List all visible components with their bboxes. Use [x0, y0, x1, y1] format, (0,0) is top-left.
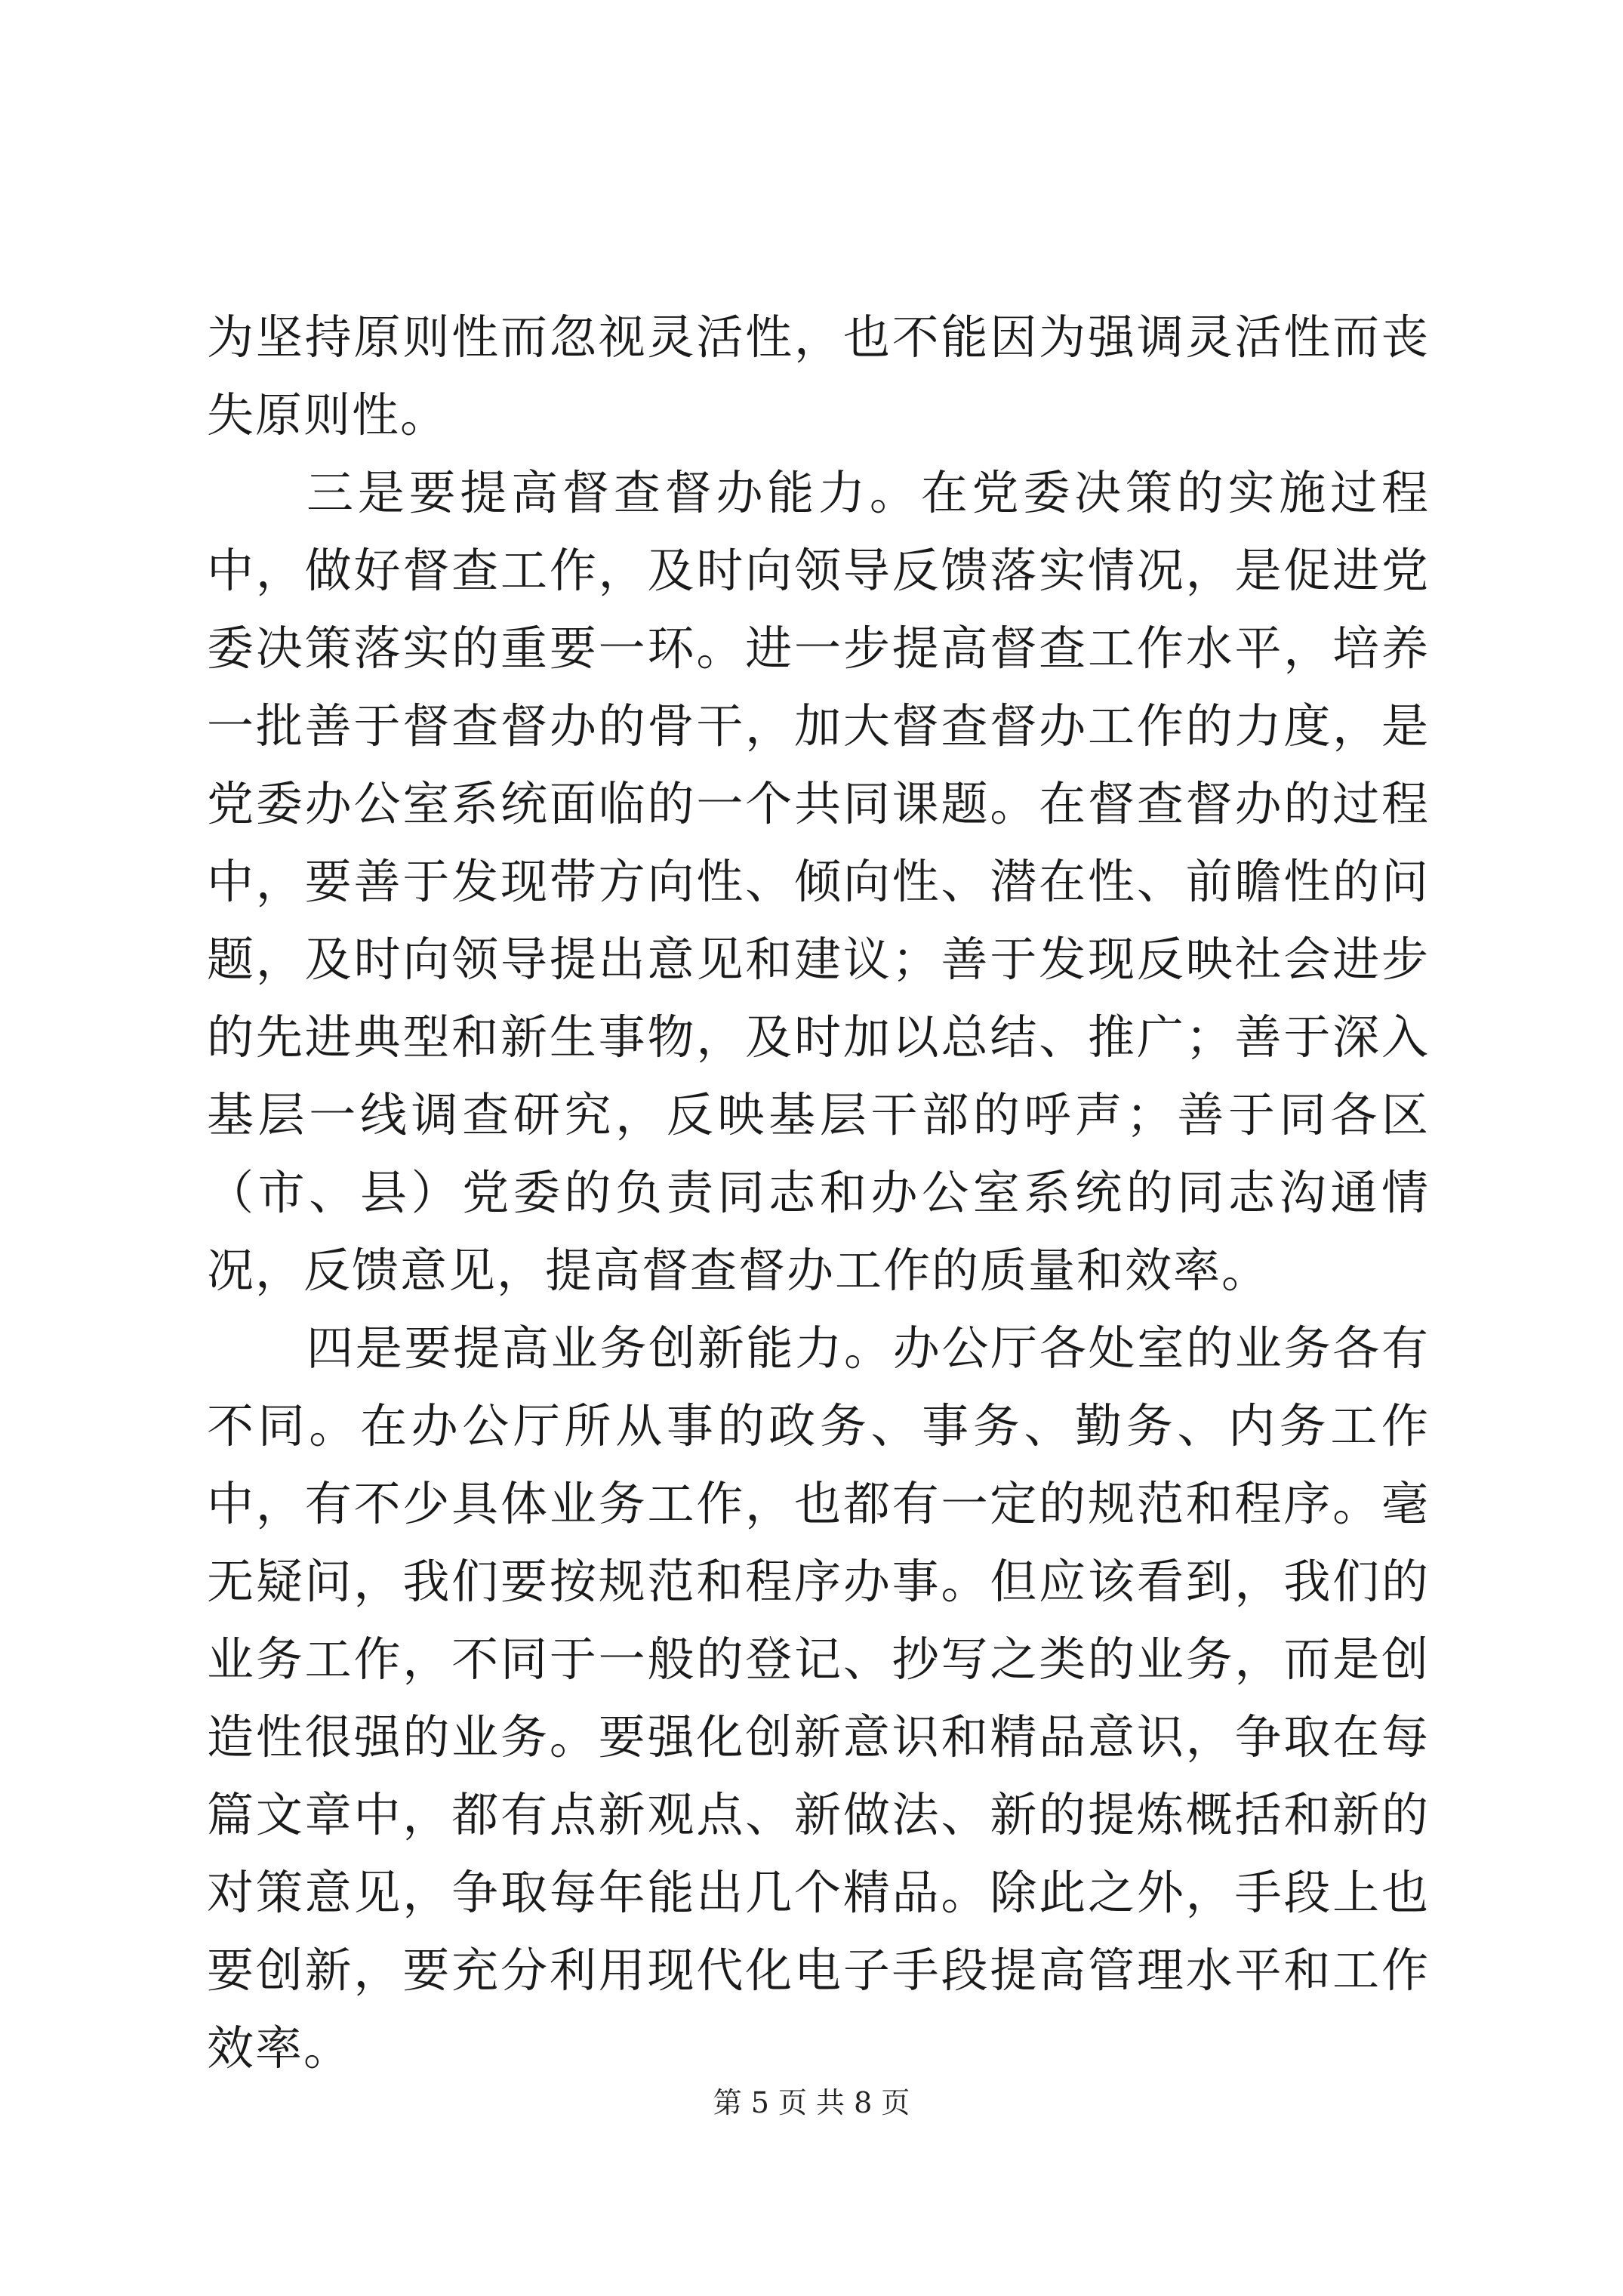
- paragraph-3: 四是要提高业务创新能力。办公厅各处室的业务各有不同。在办公厅所从事的政务、事务、勤务、内务工作中，有不少具体业务工作，也都有一定的规范和程序。毫无疑问，我们要按规范和程序办事。但应该看到，我们的业务工作，不同于一般的登记、抄写之类的业务，而是创造性很强的业务。要强化创新意识和精品意识，争取在每篇文章中，都有点新观点、新做法、新的提炼概括和新的对策意见，争取每年能出几个精品。除此之外，手段上也要创新，要充分利用现代化电子手段提高管理水平和工作效率。: [207, 1321, 1430, 2076]
- paragraph-2: 三是要提高督查督办能力。在党委决策的实施过程中，做好督查工作，及时向领导反馈落实情况，是促进党委决策落实的重要一环。进一步提高督查工作水平，培养一批善于督查督办的骨干，加大督查督办工作的力度，是党委办公室系统面临的一个共同课题。在督查督办的过程中，要善于发现带方向性、倾向性、潜在性、前瞻性的问题，及时向领导提出意见和建议；善于发现反映社会进步的先进典型和新生事物，及时加以总结、推广；善于深入基层一线调查研究，反映基层干部的呼声；善于同各区（市、县）党委的负责同志和办公室系统的同志沟通情况，反馈意见，提高督查督办工作的质量和效率。: [207, 465, 1430, 1298]
- page-number-footer: 第 5 页 共 8 页: [713, 2086, 910, 2119]
- paragraph-1: 为坚持原则性而忽视灵活性，也不能因为强调灵活性而丧失原则性。: [207, 310, 1430, 442]
- document-body: [207, 298, 1430, 2087]
